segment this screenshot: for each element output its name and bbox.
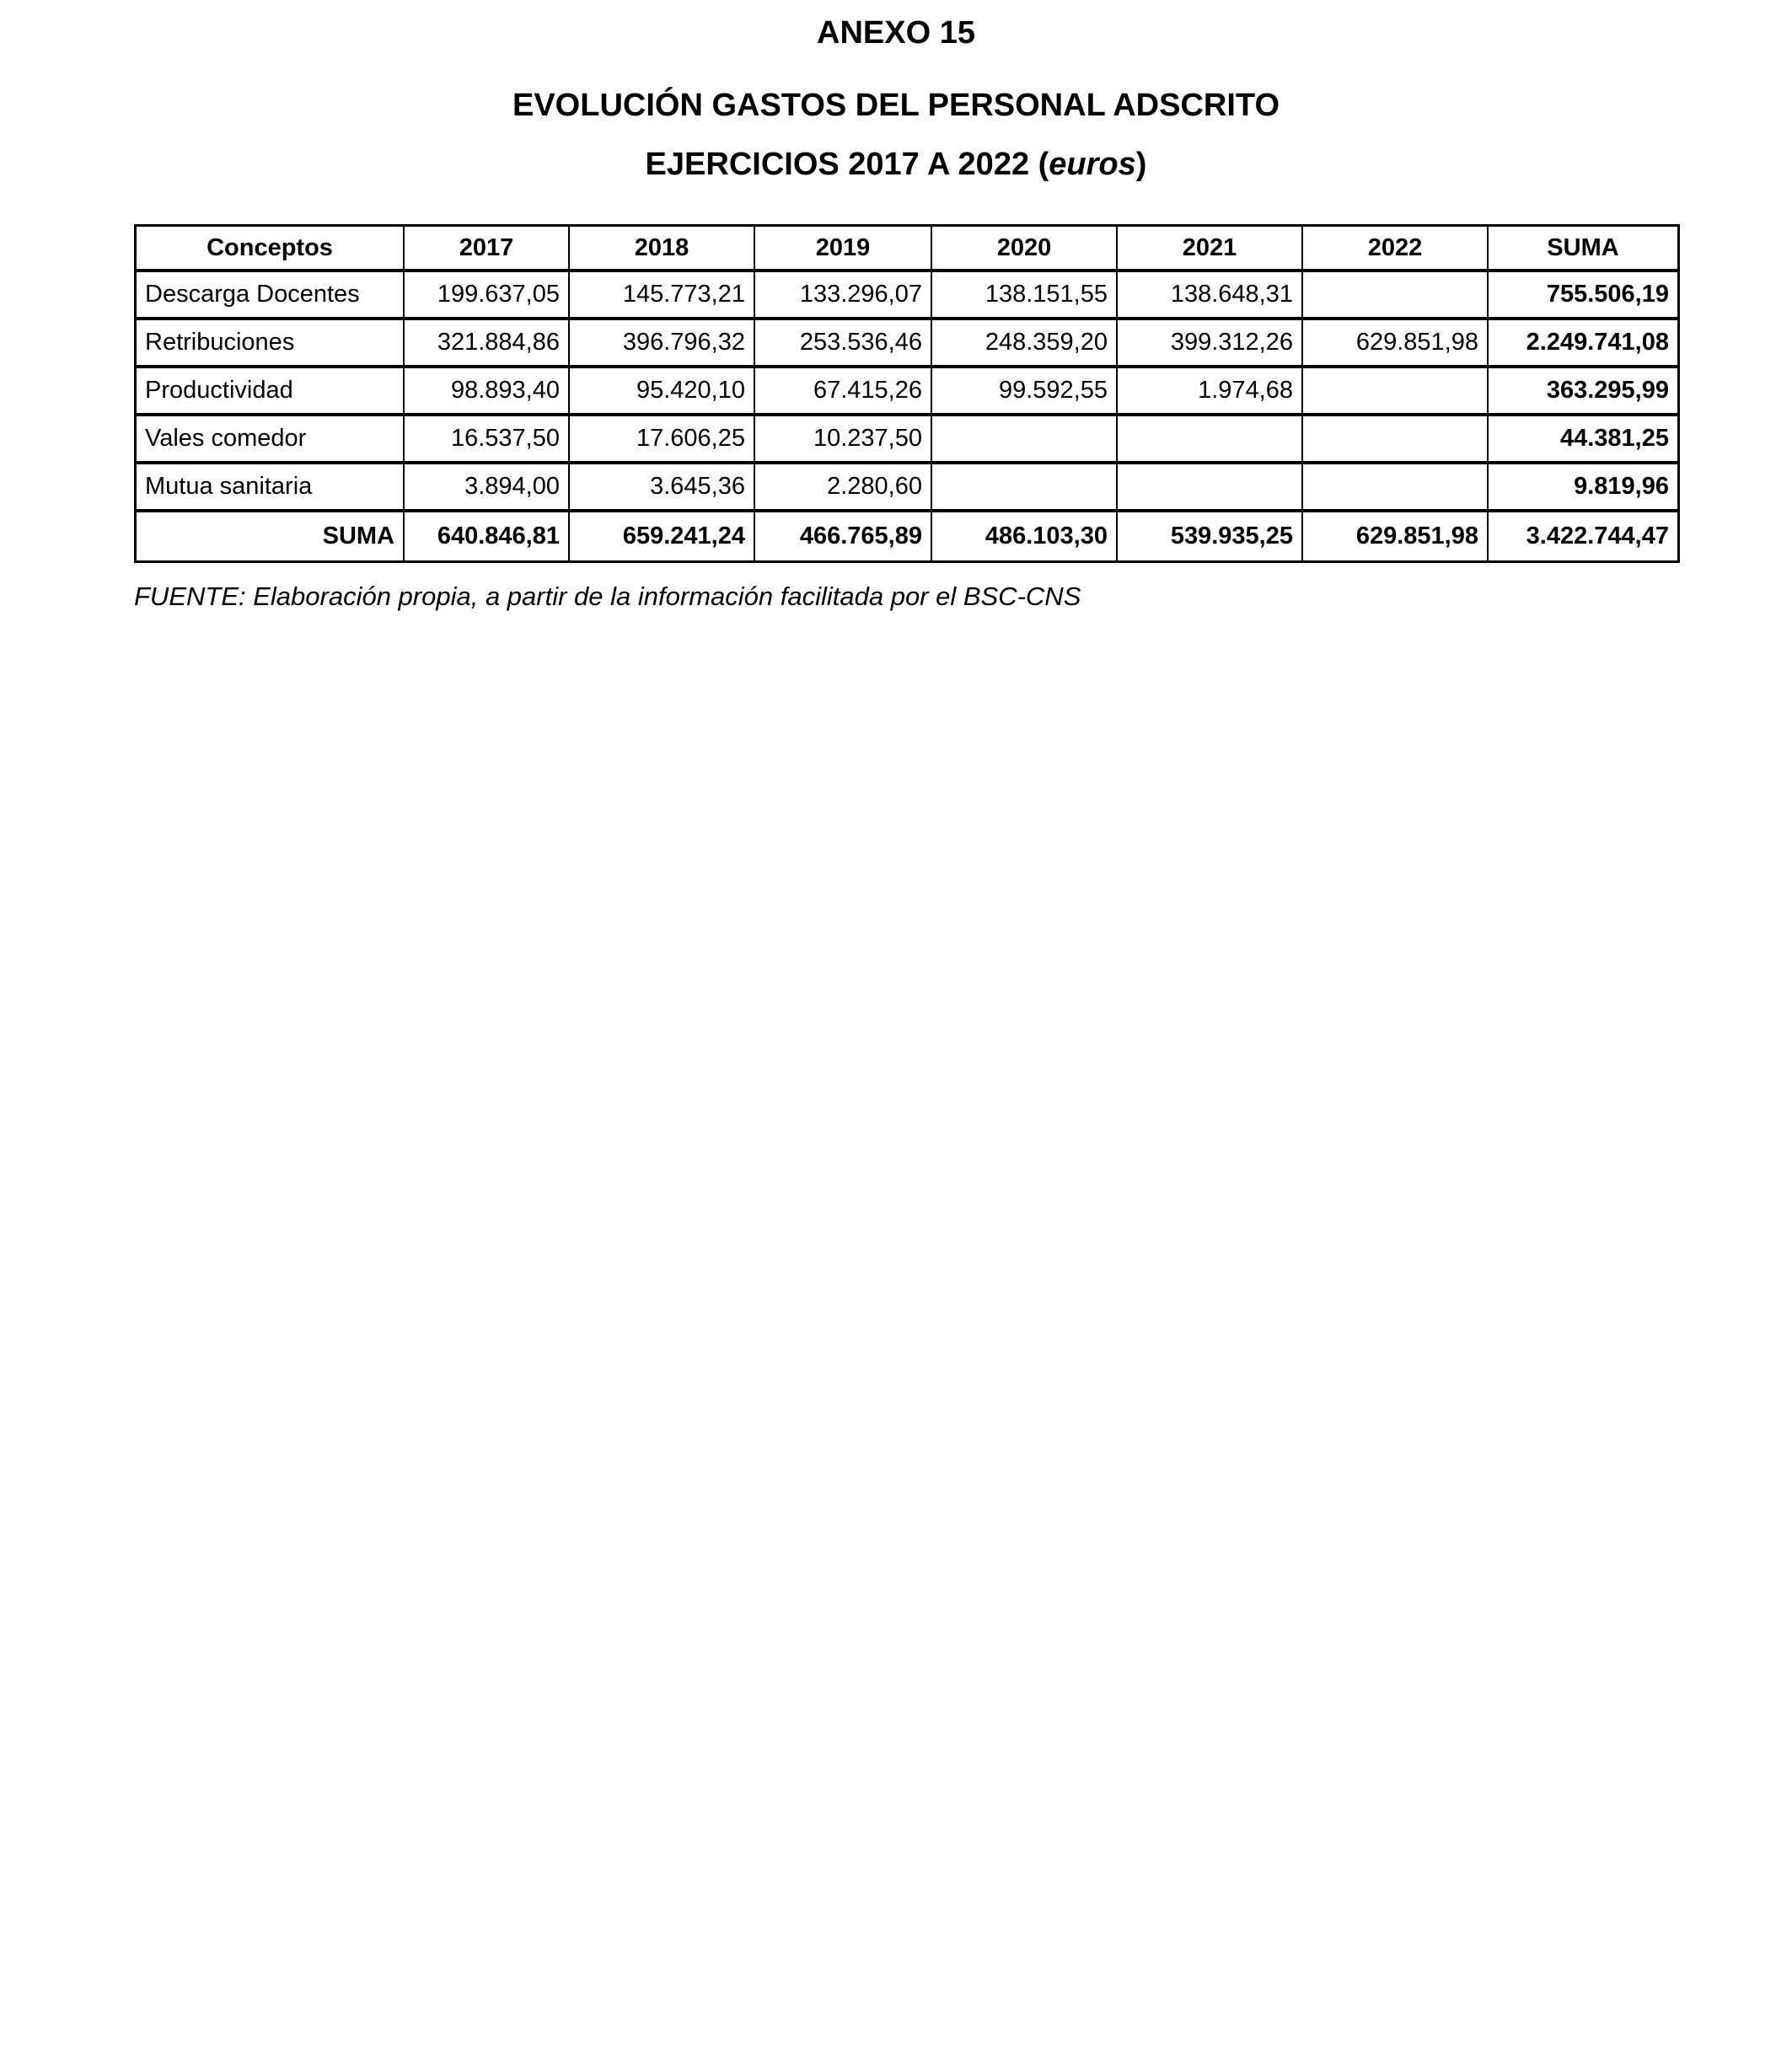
value-cell (1303, 368, 1489, 416)
value-cell (1303, 272, 1489, 320)
column-header-suma: SUMA (1489, 227, 1677, 272)
subtitle-suffix: ) (1135, 147, 1147, 182)
value-cell: 145.773,21 (570, 272, 755, 320)
value-cell (1303, 464, 1489, 512)
row-total-cell: 2.249.741,08 (1489, 320, 1677, 368)
annex-title: ANEXO 15 (817, 15, 975, 51)
row-total-cell: 755.506,19 (1489, 272, 1677, 320)
value-cell: 3.894,00 (405, 464, 570, 512)
value-cell: 67.415,26 (755, 368, 932, 416)
value-cell: 396.796,32 (570, 320, 755, 368)
value-cell: 629.851,98 (1303, 320, 1489, 368)
row-total-cell: 44.381,25 (1489, 416, 1677, 464)
value-cell: 98.893,40 (405, 368, 570, 416)
total-value-cell: 659.241,24 (570, 512, 755, 560)
grand-total-cell: 3.422.744,47 (1489, 512, 1677, 560)
column-header-2018: 2018 (570, 227, 755, 272)
value-cell (932, 416, 1118, 464)
table-total-row (137, 512, 1677, 560)
value-cell (1118, 464, 1303, 512)
value-cell: 321.884,86 (405, 320, 570, 368)
concept-cell: Productividad (137, 368, 405, 416)
value-cell: 99.592,55 (932, 368, 1118, 416)
total-value-cell: 640.846,81 (405, 512, 570, 560)
table-row (137, 320, 1677, 368)
row-total-cell: 363.295,99 (1489, 368, 1677, 416)
value-cell: 133.296,07 (755, 272, 932, 320)
value-cell: 248.359,20 (932, 320, 1118, 368)
table-row (137, 464, 1677, 512)
value-cell: 253.536,46 (755, 320, 932, 368)
source-note: FUENTE: Elaboración propia, a partir de la información facilitada por el BSC-CNS (134, 582, 1081, 611)
row-total-cell: 9.819,96 (1489, 464, 1677, 512)
value-cell: 10.237,50 (755, 416, 932, 464)
value-cell: 199.637,05 (405, 272, 570, 320)
column-header-2021: 2021 (1118, 227, 1303, 272)
value-cell: 95.420,10 (570, 368, 755, 416)
concept-cell: Vales comedor (137, 416, 405, 464)
concept-cell: Retribuciones (137, 320, 405, 368)
value-cell: 399.312,26 (1118, 320, 1303, 368)
expenses-table-container (134, 224, 1680, 563)
value-cell: 3.645,36 (570, 464, 755, 512)
value-cell: 17.606,25 (570, 416, 755, 464)
total-row-label: SUMA (137, 512, 405, 560)
document-subtitle (0, 148, 1792, 180)
total-value-cell: 629.851,98 (1303, 512, 1489, 560)
value-cell: 1.974,68 (1118, 368, 1303, 416)
concept-cell: Mutua sanitaria (137, 464, 405, 512)
document-title: EVOLUCIÓN GASTOS DEL PERSONAL ADSCRITO (512, 88, 1280, 123)
column-header-2022: 2022 (1303, 227, 1489, 272)
column-header-conceptos: Conceptos (137, 227, 405, 272)
total-value-cell: 466.765,89 (755, 512, 932, 560)
value-cell: 16.537,50 (405, 416, 570, 464)
value-cell: 138.151,55 (932, 272, 1118, 320)
value-cell (932, 464, 1118, 512)
total-value-cell: 486.103,30 (932, 512, 1118, 560)
concept-cell: Descarga Docentes (137, 272, 405, 320)
value-cell: 138.648,31 (1118, 272, 1303, 320)
value-cell (1118, 416, 1303, 464)
value-cell (1303, 416, 1489, 464)
total-value-cell: 539.935,25 (1118, 512, 1303, 560)
table-row (137, 416, 1677, 464)
column-header-2020: 2020 (932, 227, 1118, 272)
title-block (0, 12, 1792, 180)
column-header-2017: 2017 (405, 227, 570, 272)
table-row (137, 368, 1677, 416)
subtitle-prefix: EJERCICIOS 2017 A 2022 ( (645, 147, 1049, 182)
expenses-table (134, 224, 1680, 563)
subtitle-euros: euros (1049, 147, 1136, 182)
column-header-2019: 2019 (755, 227, 932, 272)
value-cell: 2.280,60 (755, 464, 932, 512)
table-row (137, 272, 1677, 320)
table-header-row (137, 227, 1677, 272)
